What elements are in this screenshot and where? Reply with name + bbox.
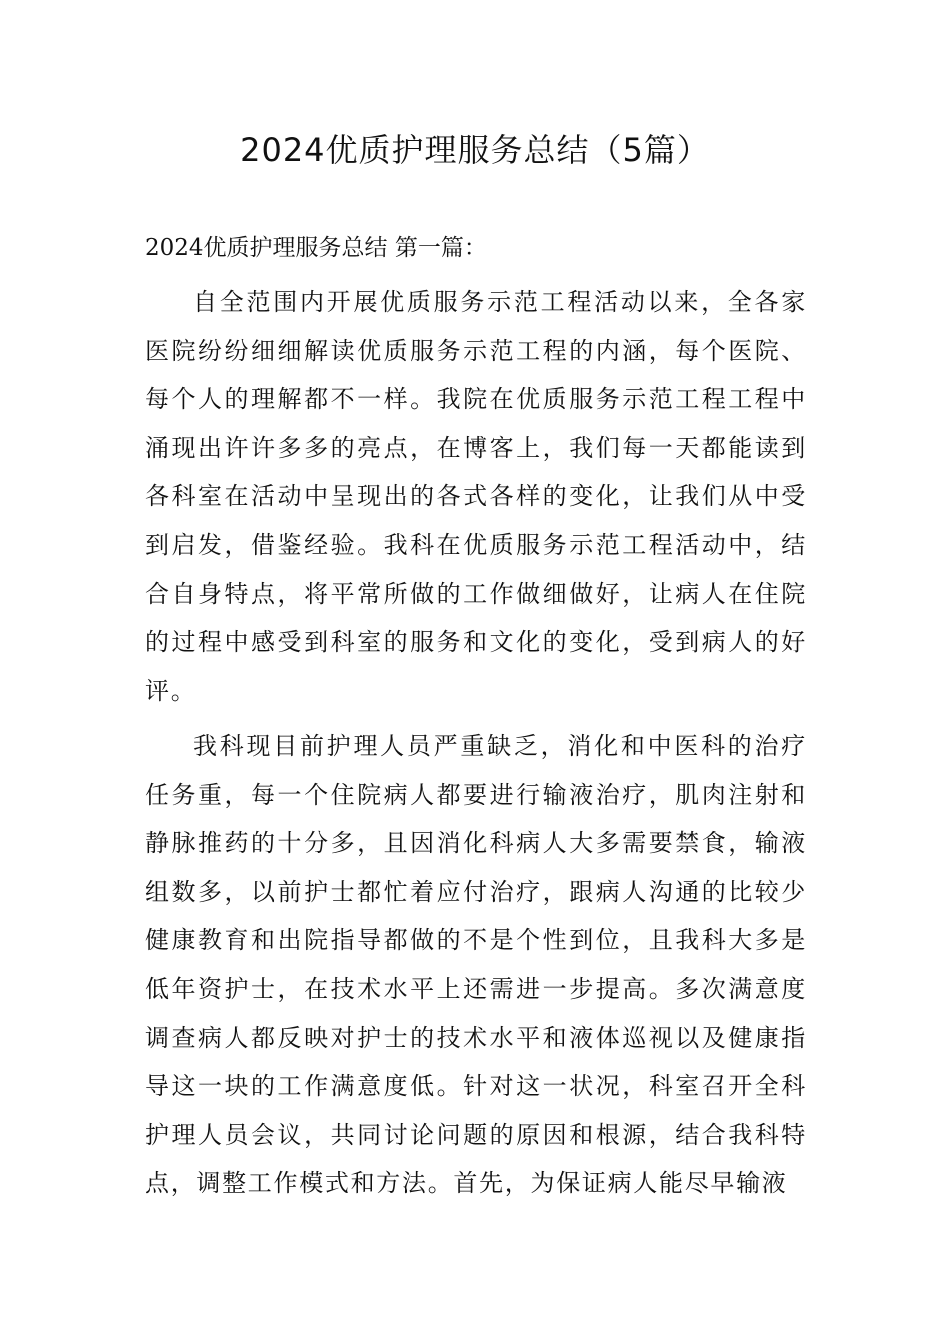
document-title: 2024优质护理服务总结（5篇） xyxy=(240,131,710,169)
body-paragraph: 我科现目前护理人员严重缺乏，消化和中医科的治疗任务重，每一个住院病人都要进行输液治疗，肌肉注射和静脉推药的十分多，且因消化科病人大多需要禁食，输液组数多，以前护士都忙着应付治疗，跟病人沟通的比较少健康教育和出院指导都做的不是个性到位，且我科大多是低年资护士，在技术水平上还需进一步提高。多次满意度调查病人都反映对护士的技术水平和液体巡视以及健康指导这一块的工作满意度低。针对这一状况，科室召开全科护理人员会议，共同讨论问题的原因和根源，结合我科特点，调整工作模式和方法。首先，为保证病人能尽早输液 xyxy=(145,732,807,1198)
section-heading: 2024优质护理服务总结 第一篇： xyxy=(145,235,487,261)
body-paragraph: 自全范围内开展优质服务示范工程活动以来，全各家医院纷纷细细解读优质服务示范工程的内涵，每个医院、每个人的理解都不一样。我院在优质服务示范工程工程中涌现出许许多多的亮点，在博客上，我们每一天都能读到各科室在活动中呈现出的各式各样的变化，让我们从中受到启发，借鉴经验。我科在优质服务示范工程活动中，结合自身特点，将平常所做的工作做细做好，让病人在住院的过程中感受到科室的服务和文化的变化，受到病人的好评。 xyxy=(145,288,807,705)
